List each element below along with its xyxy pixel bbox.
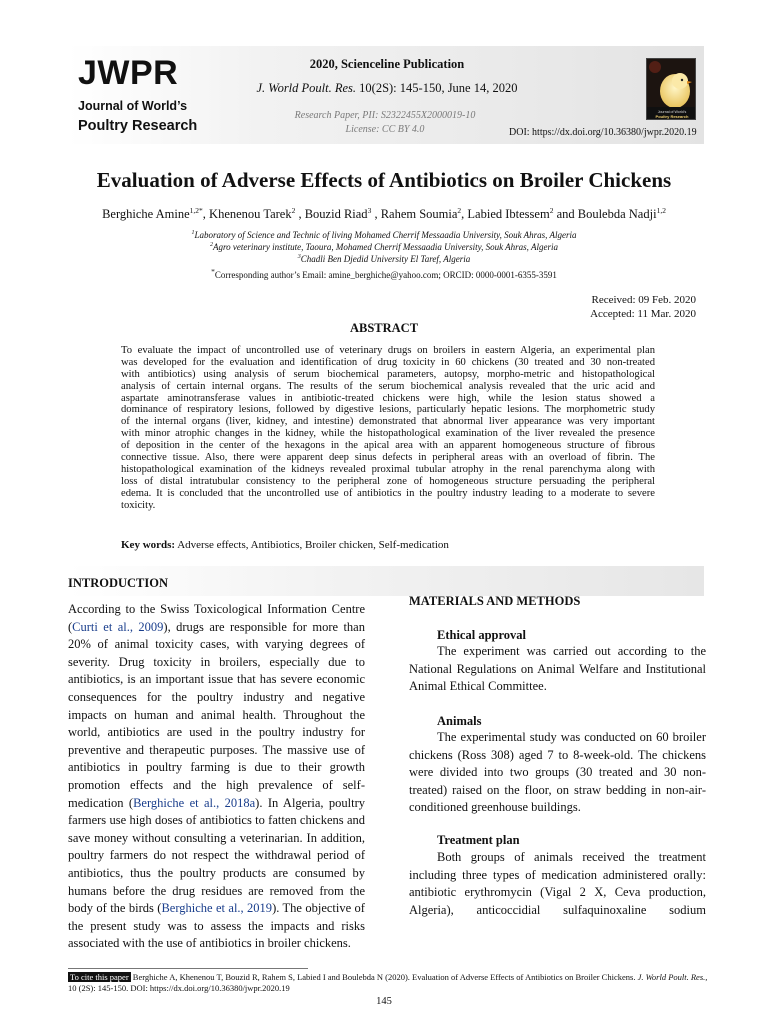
journal-name-line2: Poultry Research: [78, 118, 198, 134]
introduction-heading: INTRODUCTION: [68, 576, 169, 590]
journal-cover-image: [646, 58, 696, 120]
abstract-line: histopathological examination of the kidneys revealed proximal tubular atrophy in the renal parenchyma along with: [121, 463, 655, 475]
author-affiliation-mark: 2: [549, 206, 554, 215]
animals-line: The experimental study was conducted on 60 broiler: [437, 730, 706, 744]
introduction-line: severity. Drug toxicity in broilers, especially due to: [68, 654, 365, 669]
introduction-line: save money without consulting a veterinarian. In addition,: [68, 830, 365, 845]
abstract-line: with antibiotics) using analysis of serum biochemical parameters, autopsy, morpho-metric and histopathological: [121, 368, 655, 380]
affiliation-2: $^2$Agro veterinary institute, Taoura, Mohamed Cherrif Messaadia University, Souk Ahras, Algeria: [210, 242, 558, 252]
introduction-body: [68, 601, 365, 953]
introduction-line: preventive and therapeutic purposes. The massive use of: [68, 742, 365, 757]
affiliation-3: $^3$Chadli Ben Djedid University El Taref, Algeria: [297, 254, 471, 264]
abstract-line: To evaluate the impact of uncontrolled use of veterinary drugs on broilers in eastern Algeria, an experimental plan: [121, 345, 655, 356]
svg-text:Journal of World's: Journal of World's: [657, 110, 687, 114]
treatment-line: Both groups of animals received the treatment: [437, 850, 706, 864]
abstract-line: of deposition in the center of the hexagons in the apical area with an apparent homogeneous structure of fibrous: [121, 440, 655, 452]
received-date: Received: 09 Feb. 2020: [591, 294, 696, 306]
author-name: Labied Ibtessem: [467, 207, 550, 222]
abstract-line: analysis of certain internal organs. The results of the serum biochemical analysis revealed that the uric acid and: [121, 380, 655, 392]
article-dates: [590, 294, 696, 321]
abstract-line: was developed for the evaluation and identification of drug toxicity in 60 chickens (30 treated and 30 non-treated: [121, 356, 655, 368]
paper-type: Research Paper, PII: S2322455X2000019-10: [294, 110, 476, 121]
animals-line: treated) raised on the floor, on straw bedding in non-air-: [409, 782, 706, 797]
animals-line: were divided into two groups (30 treated and 30 non-: [409, 765, 706, 780]
author-affiliation-mark: 2: [291, 206, 296, 215]
introduction-line: medication (Berghiche et al., 2018a). In Algeria, poultry: [68, 795, 366, 810]
author-affiliation-mark: 1,2*: [189, 206, 203, 215]
ethical-approval-heading: Ethical approval: [437, 628, 527, 642]
author-name: Berghiche Amine: [102, 207, 190, 222]
introduction-line: According to the Swiss Toxicological Information Centre: [68, 602, 365, 616]
introduction-line: promotion effects and the high prevalence of self-: [68, 777, 365, 792]
doi-link[interactable]: DOI: https://dx.doi.org/10.36380/jwpr.2020.19: [509, 127, 697, 138]
treatment-plan-body: [409, 849, 706, 919]
accepted-date: Accepted: 11 Mar. 2020: [590, 307, 696, 320]
citation-link[interactable]: Berghiche et al., 2018a: [133, 795, 256, 810]
treatment-line: Algeria), anticoccidial sulfaquinoxaline sodium: [409, 902, 706, 917]
abstract-line: toxicity.: [121, 499, 156, 511]
keywords: Key words: Adverse effects, Antibiotics, Broiler chicken, Self-medication: [121, 539, 449, 551]
introduction-line: world, antibiotics are used in the poultry industry for: [68, 725, 365, 740]
abstract-line: of the internal organs (liver, kidney, and intestine) demonstrated that abnormal liver appearance was very important: [121, 416, 655, 428]
author-name: Khenenou Tarek: [209, 207, 292, 222]
introduction-line: antibiotics, thus the poultry products are consumed by: [68, 865, 365, 880]
author-name: Rahem Soumia: [380, 207, 458, 222]
svg-text:Poultry Research: Poultry Research: [655, 114, 689, 119]
introduction-line: 20% of animal toxicity cases, with varying degrees of: [68, 637, 365, 652]
paper-title: Evaluation of Adverse Effects of Antibiotics on Broiler Chickens: [96, 168, 672, 192]
cite-tag: To cite this paper: [70, 972, 129, 982]
abstract-heading: ABSTRACT: [349, 321, 419, 335]
journal-abbrev: J. World Poult. Res.: [256, 81, 357, 95]
page-number: 145: [376, 996, 392, 1007]
ethical-line: Animal Ethical Committee.: [409, 679, 547, 694]
cite-this-paper: To cite this paper Berghiche A, Khenenou T, Bouzid R, Rahem S, Labied I and Boulebda N (2020). Evaluation of Adverse Effects of Antibiotics on Broiler Chickens. J. World Poult. Res., 10 (2S): 145-150. DOI: https://dx.doi.org/10.36380/jwpr.2020.19: [68, 972, 708, 993]
treatment-plan-heading: Treatment plan: [437, 833, 520, 847]
introduction-line: humans before the drug residues are removed from the: [68, 883, 365, 898]
ethical-approval-body: [409, 643, 706, 696]
animals-heading: Animals: [437, 714, 482, 728]
publisher-line: 2020, Scienceline Publication: [309, 57, 465, 71]
introduction-line: associated with the use of antibiotics in broiler chickens.: [68, 936, 351, 951]
author-name: Bouzid Riad: [304, 207, 368, 222]
animals-line: chickens (Ross 308) aged 7 to 8-week-old. The chickens: [409, 747, 706, 762]
ethical-line: National Regulations on Animal Welfare and Institutional: [409, 661, 706, 676]
introduction-line: consequences for the poultry industry and negative: [68, 689, 365, 704]
journal-volume: 10(2S): 145-150, June 14, 2020: [359, 81, 518, 95]
animals-line: conditioned greenhouse buildings.: [409, 800, 581, 815]
introduction-line: body of the birds (Berghiche et al., 2019). The objective of: [68, 901, 365, 916]
abstract-line: edema. It is concluded that the uncontrolled use of antibiotics in the poultry industry leading to a moderate to severe: [121, 487, 655, 499]
license: License: CC BY 4.0: [345, 124, 425, 135]
abstract-line: dominance of respiratory lesions, followed by digestive lesions, particularly hepatic lesions. The morphometric study: [121, 404, 655, 416]
abstract-line: aspartate aminotransferase values in antibiotic-treated chickens were high, while the lesion status showed a: [121, 392, 655, 404]
journal-name-line1: Journal of World’s: [78, 99, 188, 113]
introduction-line: the present study was to assess the impacts and risks: [68, 918, 365, 933]
abstract-body: [121, 345, 655, 511]
animals-body: [409, 729, 706, 817]
treatment-line: including three types of medication administered orally:: [409, 867, 706, 882]
citation-link[interactable]: Berghiche et al., 2019: [161, 901, 273, 916]
ethical-line: The experiment was carried out according to the: [437, 644, 706, 658]
introduction-line: farmers use high doses of antibiotics to fatten chickens and: [68, 813, 365, 828]
journal-logo: JWPR: [78, 54, 179, 92]
chick-illustration: [647, 59, 696, 120]
introduction-line: antibiotics in poultry farming is due to their growth: [68, 760, 365, 775]
affiliation-1: $^1$Laboratory of Science and Technic of living Mohamed Cherrif Messaadia University, Souk Ahras, Algeria: [191, 230, 577, 240]
corresponding-author: *Corresponding author’s Email: amine_berghiche@yahoo.com; ORCID: 0000-0001-6355-3591: [211, 267, 557, 280]
treatment-line: antibiotic erythromycin (Vigal 2 X, Ceva production,: [409, 885, 706, 900]
author-affiliation-mark: 2: [457, 206, 462, 215]
introduction-line: antibiotics, is an important issue that has severe economic: [68, 672, 365, 687]
abstract-line: loss of distal intratubular consistency to the peripheral zone of homogeneous structure persuading the peripheral: [121, 475, 655, 487]
introduction-line: poultry farmers do not respect the withdrawal period of: [68, 848, 365, 863]
methods-heading: MATERIALS AND METHODS: [409, 594, 581, 608]
introduction-line: (Curti et al., 2009), drugs are responsible for more than: [68, 619, 365, 634]
abstract-line: connective tissue. Also, there were apparent deep sinus defects in peripheral areas with an overload of fibrin. The: [121, 452, 655, 464]
author-list: Berghiche Amine$^{1,2*}$, Khenenou Tarek$^2$ , Bouzid Riad$^3$ , Rahem Soumia$^2$, Labied Ibtessem$^2$ and Boulebda Nadji$^{1,2}$: [102, 206, 666, 222]
introduction-line: impacts on human and animal health. Throughout the: [68, 707, 365, 722]
author-affiliation-mark: 1,2: [656, 206, 666, 215]
citation-link[interactable]: Curti et al., 2009: [72, 619, 164, 634]
abstract-line: with minor atrophic changes in the kidney, while the histopathological examination of the liver revealed the presence: [121, 428, 655, 440]
author-affiliation-mark: 3: [367, 206, 372, 215]
author-name: Boulebda Nadji: [577, 207, 657, 222]
footnote-divider: [68, 968, 308, 969]
